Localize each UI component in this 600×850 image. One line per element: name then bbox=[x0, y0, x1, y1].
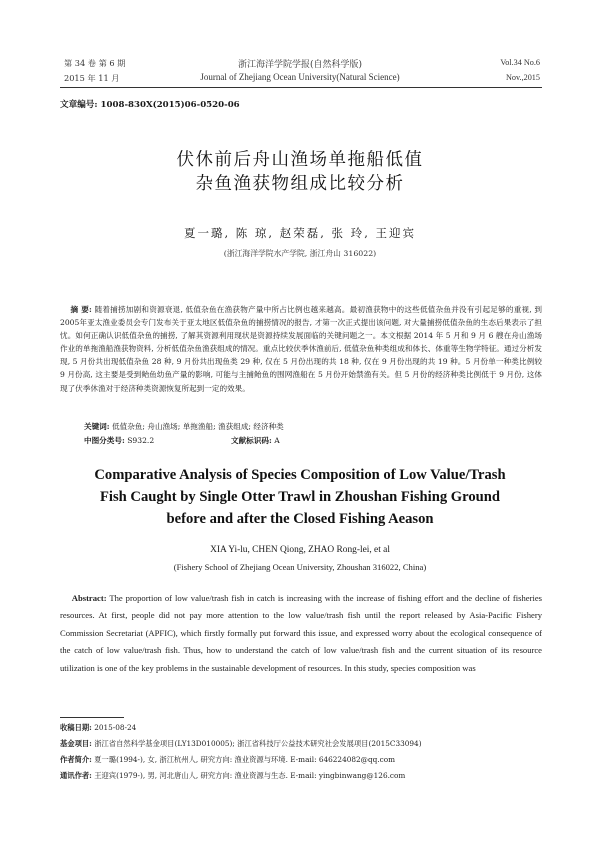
authors-en: XIA Yi-lu, CHEN Qiong, ZHAO Rong-lei, et al bbox=[210, 545, 390, 555]
corresponding-label: 通讯作者: bbox=[60, 771, 92, 780]
clc-label: 中图分类号: bbox=[84, 436, 125, 445]
fund-label: 基金项目: bbox=[60, 739, 92, 748]
header-volume: 第 34 卷 第 6 期 bbox=[64, 58, 126, 68]
header-rule bbox=[60, 87, 542, 88]
keywords-cn-label: 关键词: bbox=[84, 422, 110, 431]
received-label: 收稿日期: bbox=[60, 723, 92, 732]
article-number: 文章编号: 1008-830X(2015)06-0520-06 bbox=[60, 100, 240, 110]
header-date-en: Nov.,2015 bbox=[505, 73, 540, 82]
keywords-cn-text: 低值杂鱼; 舟山渔场; 单拖渔船; 渔获组成; 经济种类 bbox=[112, 422, 284, 431]
affiliation-cn: (浙江海洋学院水产学院, 浙江舟山 316022) bbox=[223, 249, 377, 258]
header-date: 2015 年 11 月 bbox=[64, 73, 120, 83]
fund-value: 浙江省自然科学基金项目(LY13D010005); 浙江省科技厅公益技术研究社会发展项目(2015C33094) bbox=[94, 739, 422, 748]
footnote-author bbox=[60, 755, 395, 765]
doc-code-value: A bbox=[274, 436, 280, 445]
authors-cn: 夏一璐, 陈 琼, 赵荣磊, 张 玲, 王迎宾 bbox=[183, 226, 417, 240]
abstract-en bbox=[60, 590, 542, 677]
title-en-text: Comparative Analysis of Species Composition of Low Value/Trash Fish Caught by Single Otter Trawl in Zhoushan Fishing Ground before and after the Closed Fishing Aeason bbox=[94, 467, 506, 527]
abstract-cn bbox=[60, 303, 542, 395]
clc-value: S932.2 bbox=[127, 436, 155, 445]
affiliation-en: (Fishery School of Zhejiang Ocean University, Zhoushan 316022, China) bbox=[173, 562, 427, 572]
keywords-cn bbox=[84, 421, 284, 432]
footnote-corresponding bbox=[60, 771, 405, 781]
abstract-en-text: The proportion of low value/trash fish in catch is increasing with the increase of fishing effort and the decline of fisheries resources. At first, people did not pay more attention to the low value/trash fish until the report released by Asia-Pacific Fishery Commission Secretariat (APFIC), which firstly formally put forward this issue, and expressed worry about the ecological consequence of the catch of low value/trash fish. Thus, how to understand the catch of low value/trash fish and the current situation of its resource utilization is one of the key problems in the sustainable development of resources. In this study, species composition was bbox=[60, 593, 542, 673]
received-value: 2015-08-24 bbox=[94, 723, 137, 732]
title-cn-line1: 伏休前后舟山渔场单拖船低值 bbox=[176, 150, 424, 170]
journal-title-en: Journal of Zhejiang Ocean University(Natural Science) bbox=[200, 72, 400, 82]
abstract-en-label: Abstract: bbox=[71, 593, 107, 603]
footnote-fund bbox=[60, 739, 422, 749]
abstract-cn-label: 摘 要: bbox=[70, 305, 92, 314]
title-cn-line2: 杂鱼渔获物组成比较分析 bbox=[195, 174, 405, 194]
author-label: 作者简介: bbox=[60, 755, 92, 764]
header-vol-en: Vol.34 No.6 bbox=[500, 58, 540, 67]
journal-title-cn: 浙江海洋学院学报(自然科学版) bbox=[237, 60, 363, 70]
title-en bbox=[0, 464, 600, 530]
author-value: 夏一璐(1994-), 女, 浙江杭州人, 研究方向: 渔业资源与环境. E-mail: 646224082@qq.com bbox=[94, 755, 395, 764]
classification-row bbox=[84, 435, 280, 446]
footnote-rule bbox=[60, 717, 124, 718]
doc-code-label: 文献标识码: bbox=[231, 436, 272, 445]
corresponding-value: 王迎宾(1979-), 男, 河北唐山人, 研究方向: 渔业资源与生态. E-mail: yingbinwang@126.com bbox=[94, 771, 406, 780]
footnote-received bbox=[60, 723, 136, 733]
abstract-cn-text: 随着捕捞加剧和资源衰退, 低值杂鱼在渔获物产量中所占比例也越来越高。最初渔获物中的这些低值杂鱼并没有引起足够的重视, 到2005年亚太渔业委员会专门发布关于亚太地区低值杂鱼的捕捞情况的报告, 才第一次正式提出该问题, 对大量捕捞低值杂鱼的生态后果表示了担忧。如何正确认识低值杂鱼的捕捞, 了解其资源利用现状是资源持续发展面临的关键问题之一。本文根据 2014 年 5 月和 9 月 6 艘在舟山渔场作业的单拖渔船渔获物资料, 分析低值杂鱼渔获组成的情况。重点比较伏季休渔前后, 低值杂鱼种类组成和体长、体重等生物学特征。通过分析发现, 5 月份共出现低值杂鱼 28 种, 9 月份共出现鱼类 29 种, 仅在 5 月份出现的共 18 种, 仅在 9 月份出现的共 19 种。5 月份单一种类比例较 9 月份高, 这主要是受到鲐鱼幼鱼产量的影响, 可能与主捕鲐鱼的围网渔船在 5 月份开始禁渔有关。但 5 月份的经济种类比例低于 9 月份, 这体现了伏季休渔对于经济种类资源恢复所起到一定的效果。 bbox=[60, 305, 543, 393]
